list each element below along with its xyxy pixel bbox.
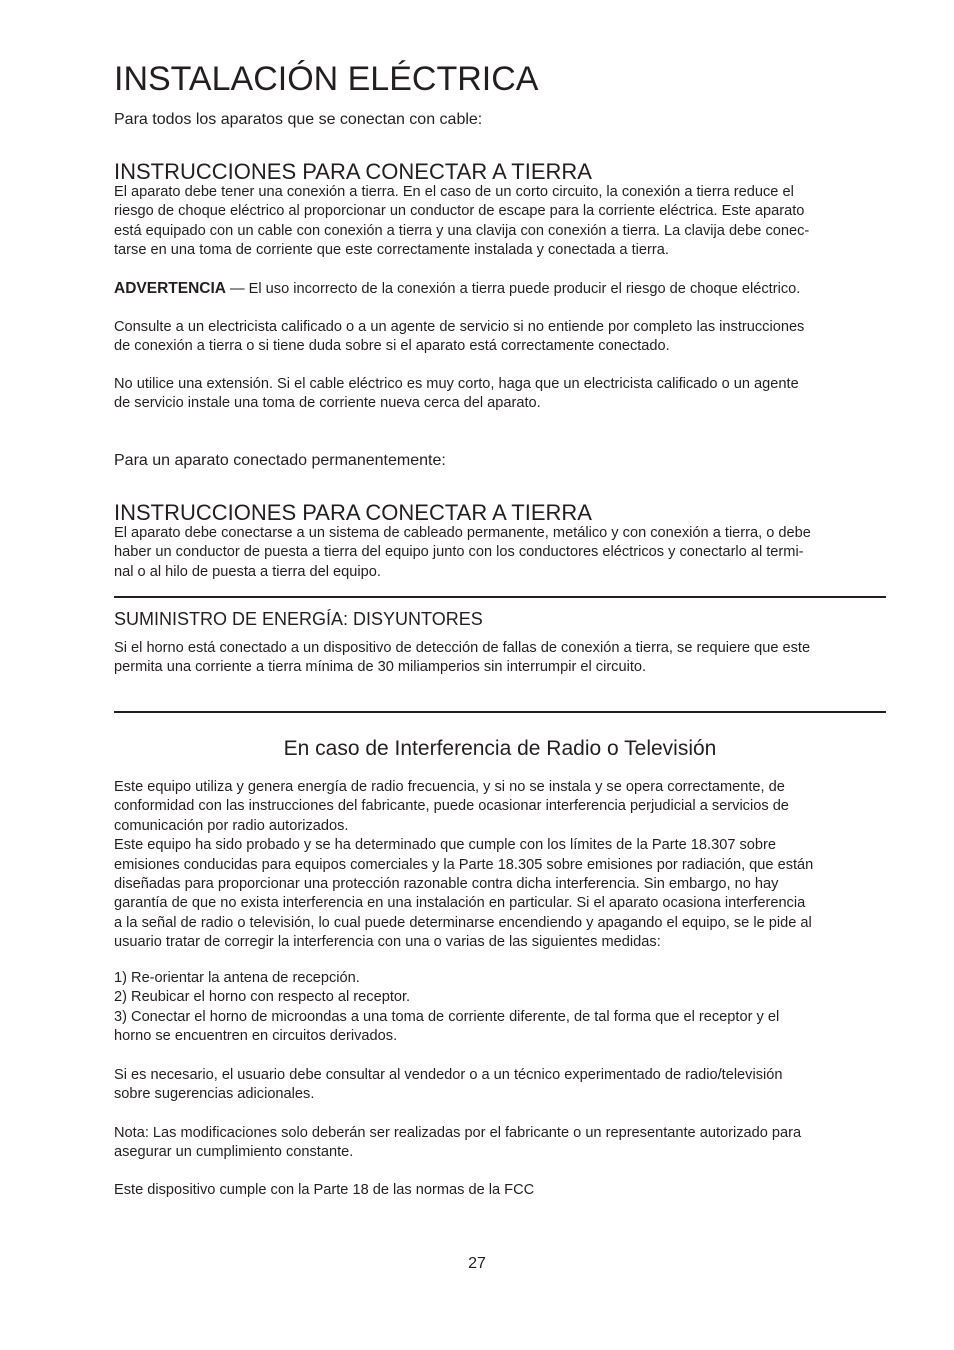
text-line: de conexión a tierra o si tiene duda sobre si el aparato está correctamente conectado. [114, 338, 670, 355]
cable-intro: Para todos los aparatos que se conectan con cable: [114, 111, 483, 128]
list-item: 1) Re-orientar la antena de recepción. [114, 970, 360, 986]
warning-paragraph [114, 279, 886, 299]
text-line: Este equipo utiliza y genera energía de radio frecuencia, y si no se instala y se opera correctamente, de [114, 779, 785, 795]
text-line: El aparato debe tener una conexión a tierra. En el caso de un corto circuito, la conexión a tierra reduce el [114, 184, 794, 200]
grounding-paragraph-cable [114, 183, 886, 261]
text-line: conformidad con las instrucciones del fabricante, puede ocasionar interferencia perjudicial a servicios de [114, 798, 789, 815]
section-divider [114, 596, 886, 598]
consult-electrician-paragraph [114, 318, 886, 357]
text-line: permita una corriente a tierra mínima de 30 miliamperios sin interrumpir el circuito. [114, 659, 647, 676]
interference-heading: En caso de Interferencia de Radio o Televisión [283, 737, 717, 760]
text-line: de servicio instale una toma de corriente nueva cerca del aparato. [114, 395, 541, 412]
breakers-paragraph [114, 639, 886, 678]
measures-list [114, 969, 886, 1047]
text-line: diseñadas para proporcionar una protección razonable contra dicha interferencia. Sin embargo, no hay [114, 876, 779, 893]
text-line: comunicación por radio autorizados. [114, 817, 349, 834]
text-line: garantía de que no exista interferencia en una instalación en particular. Si el aparato ocasiona interferencia [114, 895, 806, 912]
warning-label: ADVERTENCIA [114, 280, 226, 297]
list-item: 3) Conectar el horno de microondas a una toma de corriente diferente, de tal forma que el receptor y el [114, 1008, 780, 1025]
text-line: a la señal de radio o televisión, lo cual puede determinarse encendiendo y apagando el equipo, se le pide al [114, 914, 812, 931]
text-line: Si el horno está conectado a un dispositivo de detección de fallas de conexión a tierra, se requiere que este [114, 640, 811, 656]
text-line: Este equipo ha sido probado y se ha determinado que cumple con los límites de la Parte 18.307 sobre [114, 837, 776, 854]
text-line: sobre sugerencias adicionales. [114, 1086, 315, 1103]
text-line: Si es necesario, el usuario debe consultar al vendedor o a un técnico experimentado de radio/televisión [114, 1067, 783, 1083]
page-number: 27 [468, 1255, 486, 1272]
grounding-heading-cable: INSTRUCCIONES PARA CONECTAR A TIERRA [114, 159, 592, 184]
list-item: 2) Reubicar el horno con respecto al receptor. [114, 989, 411, 1006]
text-line: nal o al hilo de puesta a tierra del equipo. [114, 563, 381, 580]
text-line: El aparato debe conectarse a un sistema de cableado permanente, metálico y con conexión a tierra, o debe [114, 525, 811, 541]
section-divider [114, 711, 886, 713]
grounding-heading-permanent: INSTRUCCIONES PARA CONECTAR A TIERRA [114, 500, 592, 525]
text-line: emisiones conducidas para equipos comerciales y la Parte 18.305 sobre emisiones por radiación, que están [114, 856, 814, 873]
note-paragraph [114, 1124, 886, 1163]
breakers-heading: SUMINISTRO DE ENERGÍA: DISYUNTORES [114, 609, 483, 629]
fcc-compliance-paragraph: Este dispositivo cumple con la Parte 18 de las normas de la FCC [114, 1182, 535, 1198]
list-item: horno se encuentren en circuitos derivados. [114, 1028, 398, 1045]
consult-dealer-paragraph [114, 1066, 886, 1105]
page-title: INSTALACIÓN ELÉCTRICA [114, 60, 539, 98]
text-line: está equipado con un cable con conexión a tierra y una clavija con conexión a tierra. La clavija debe conec- [114, 222, 810, 239]
grounding-paragraph-permanent [114, 524, 886, 582]
text-line: Nota: Las modificaciones solo deberán ser realizadas por el fabricante o un representante autorizado para [114, 1125, 802, 1141]
no-extension-paragraph [114, 375, 886, 414]
text-line: tarse en una toma de corriente que este correctamente instalada y conectada a tierra. [114, 242, 669, 259]
text-line: Consulte a un electricista calificado o a un agente de servicio si no entiende por completo las instrucciones [114, 319, 805, 335]
text-line: usuario tratar de corregir la interferencia con una o varias de las siguientes medidas: [114, 934, 661, 951]
text-line: No utilice una extensión. Si el cable eléctrico es muy corto, haga que un electricista calificado o un agente [114, 376, 799, 392]
text-line: riesgo de choque eléctrico al proporcionar un conductor de escape para la corriente eléctrica. Este aparato [114, 203, 805, 220]
text-line: haber un conductor de puesta a tierra del equipo junto con los conductores eléctricos y conectarlo al termi- [114, 544, 804, 561]
warning-text: — El uso incorrecto de la conexión a tierra puede producir el riesgo de choque eléctrico. [225, 281, 801, 297]
text-line: asegurar un cumplimiento constante. [114, 1144, 354, 1161]
interference-paragraph [114, 778, 886, 953]
permanent-intro: Para un aparato conectado permanentemente: [114, 452, 446, 469]
